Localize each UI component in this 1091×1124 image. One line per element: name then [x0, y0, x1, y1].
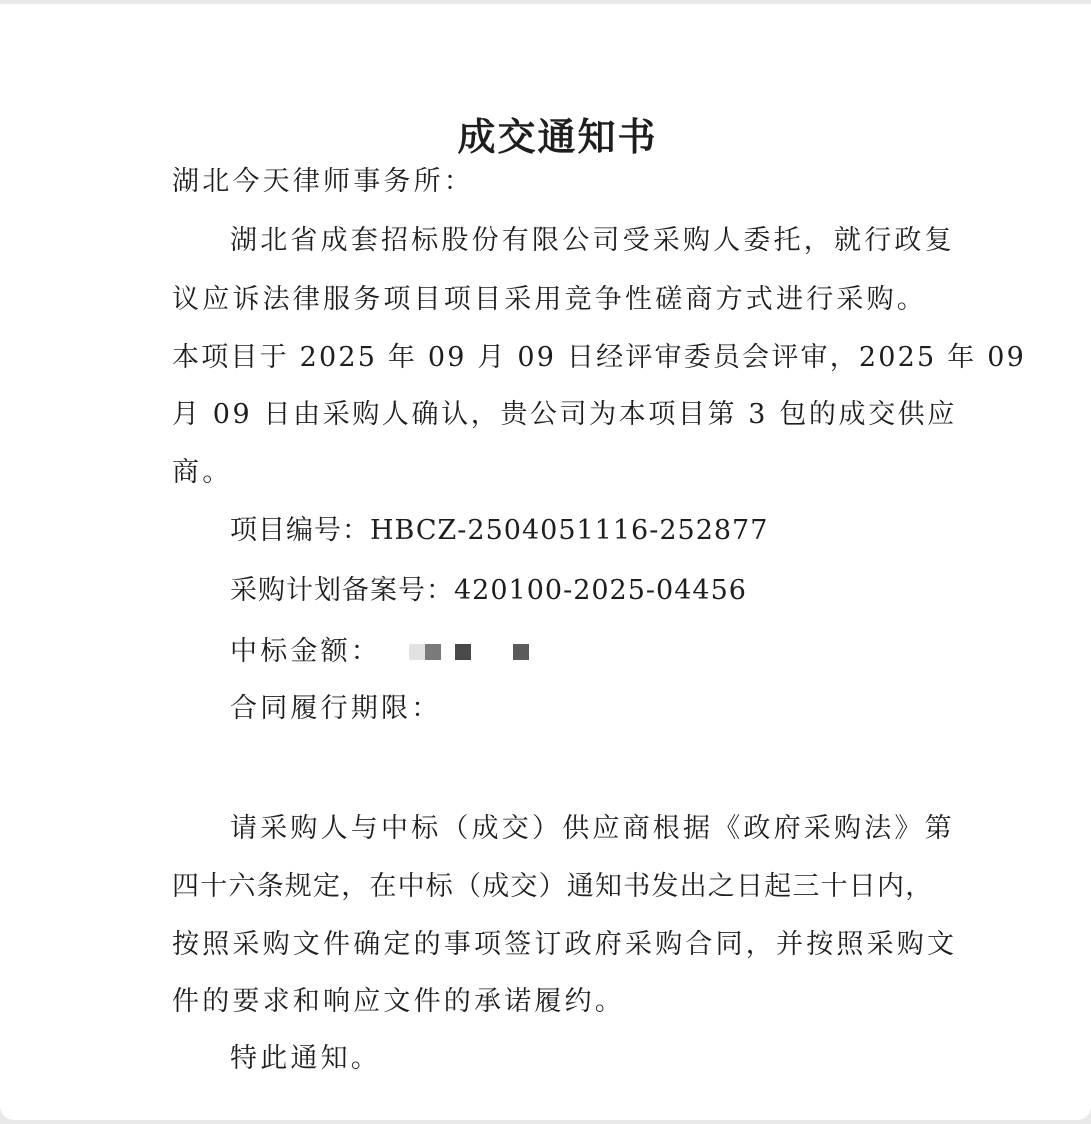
plan-number-label: 采购计划备案号： [230, 575, 454, 606]
paragraph-line: 月 09 日由采购人确认，贵公司为本项目第 3 包的成交供应 [172, 399, 957, 430]
document-title: 成交通知书 [457, 115, 658, 159]
plan-number-row [230, 573, 747, 609]
project-number-label: 项目编号： [230, 515, 370, 546]
paragraph-line: 本项目于 2025 年 09 月 09 日经评审委员会评审，2025 年 09 [172, 342, 1026, 373]
contract-term-label: 合同履行期限： [230, 693, 442, 724]
paragraph-line: 按照采购文件确定的事项签订政府采购合同，并按照采购文 [172, 929, 958, 960]
plan-number-value: 420100-2025-04456 [454, 575, 747, 606]
paragraph-line: 湖北省成套招标股份有限公司受采购人委托，就行政复 [230, 225, 955, 256]
amount-row [230, 634, 551, 670]
paragraph-line: 请采购人与中标（成交）供应商根据《政府采购法》第 [230, 813, 955, 844]
paragraph-line: 议应诉法律服务项目项目采用竞争性磋商方式进行采购。 [172, 284, 927, 315]
project-number-row [230, 513, 768, 549]
paragraph-line: 四十六条规定，在中标（成交）通知书发出之日起三十日内， [172, 871, 934, 902]
salutation: 湖北今天律师事务所： [172, 166, 474, 197]
amount-label: 中标金额： [230, 636, 381, 667]
paragraph-line: 商。 [172, 457, 233, 488]
document-page [0, 4, 1091, 1120]
redacted-amount [381, 642, 551, 664]
paragraph-line: 件的要求和响应文件的承诺履约。 [172, 986, 625, 1017]
contract-term-row [230, 691, 441, 727]
closing-line: 特此通知。 [230, 1043, 381, 1074]
project-number-value: HBCZ-2504051116-252877 [370, 515, 769, 546]
